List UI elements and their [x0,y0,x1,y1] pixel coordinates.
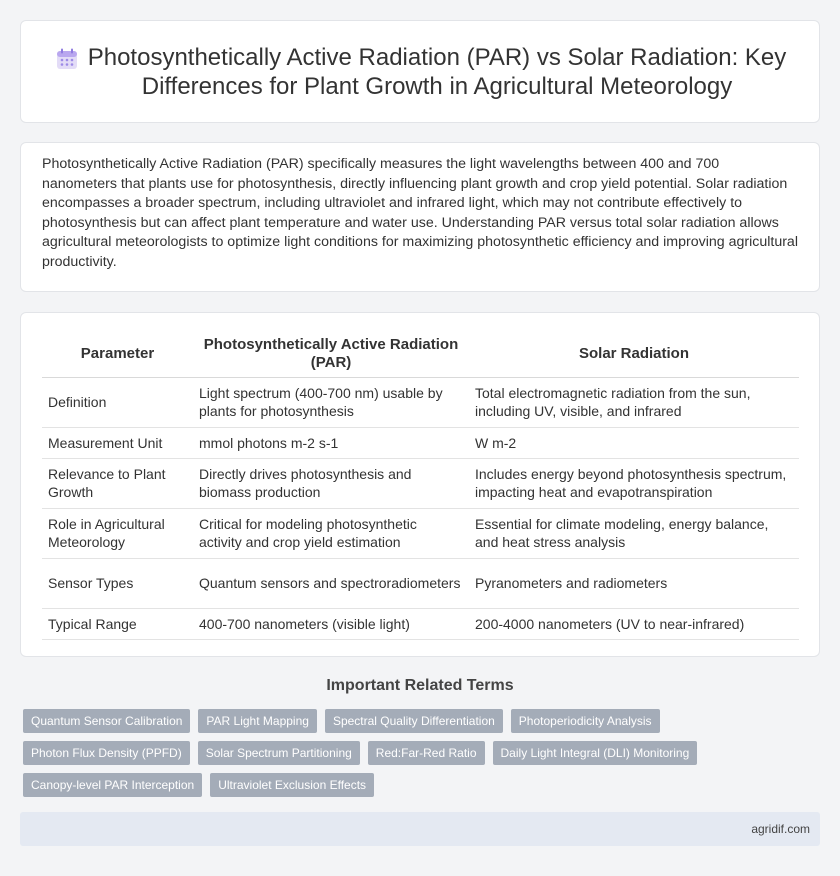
related-term-tag[interactable]: Spectral Quality Differentiation [325,709,503,733]
related-term-tag[interactable]: Red:Far-Red Ratio [368,741,485,765]
related-term-tag[interactable]: Quantum Sensor Calibration [23,709,190,733]
footer-site-link[interactable]: agridif.com [751,822,810,836]
table-row [42,508,799,558]
row-solar-value: Essential for climate modeling, energy balance, and heat stress analysis [469,508,799,558]
row-solar-value: Includes energy beyond photosynthesis spectrum, impacting heat and evapotranspiration [469,458,799,508]
comparison-table [42,331,799,640]
table-row [42,608,799,639]
row-solar-value: W m-2 [469,427,799,458]
header-par: Photosynthetically Active Radiation (PAR) [193,331,469,377]
row-par-value: Quantum sensors and spectroradiometers [193,558,469,608]
table-row [42,427,799,458]
row-parameter: Sensor Types [42,558,193,608]
row-parameter: Typical Range [42,608,193,639]
row-par-value: 400-700 nanometers (visible light) [193,608,469,639]
page-title: Photosynthetically Active Radiation (PAR) vs Solar Radiation: Key Differences for Plant Growth in Agricultural Meteorology [87,43,787,100]
intro-card [20,142,820,292]
related-terms-tags [23,709,823,805]
row-solar-value: 200-4000 nanometers (UV to near-infrared) [469,608,799,639]
related-term-tag[interactable]: Ultraviolet Exclusion Effects [210,773,374,797]
table-row [42,458,799,508]
related-term-tag[interactable]: Photon Flux Density (PPFD) [23,741,190,765]
row-parameter: Definition [42,377,193,427]
title-card [20,20,820,123]
row-solar-value: Pyranometers and radiometers [469,558,799,608]
row-parameter: Role in Agricultural Meteorology [42,508,193,558]
footer [20,812,820,846]
header-parameter: Parameter [42,331,193,377]
row-par-value: Light spectrum (400-700 nm) usable by plants for photosynthesis [193,377,469,427]
related-term-tag[interactable]: Canopy-level PAR Interception [23,773,202,797]
row-parameter: Measurement Unit [42,427,193,458]
table-header-row [42,331,799,377]
related-term-tag[interactable]: PAR Light Mapping [198,709,317,733]
row-par-value: mmol photons m-2 s-1 [193,427,469,458]
header-solar: Solar Radiation [469,331,799,377]
row-par-value: Directly drives photosynthesis and biomass production [193,458,469,508]
table-row [42,377,799,427]
row-par-value: Critical for modeling photosynthetic activity and crop yield estimation [193,508,469,558]
row-parameter: Relevance to Plant Growth [42,458,193,508]
related-term-tag[interactable]: Photoperiodicity Analysis [511,709,660,733]
comparison-table-card [20,312,820,657]
row-solar-value: Total electromagnetic radiation from the sun, including UV, visible, and infrared [469,377,799,427]
table-row [42,558,799,608]
related-term-tag[interactable]: Solar Spectrum Partitioning [198,741,360,765]
related-term-tag[interactable]: Daily Light Integral (DLI) Monitoring [493,741,698,765]
related-terms-title: Important Related Terms [326,677,514,694]
intro-paragraph: Photosynthetically Active Radiation (PAR) specifically measures the light wavelengths between 400 and 700 nanometers that plants use for photosynthesis, directly influencing plant growth and crop yield potential. Solar radiation encompasses a broader spectrum, including ultraviolet and infrared light, which may not contribute effectively to photosynthesis but can affect plant temperature and water use. Understanding PAR versus total solar radiation allows agricultural meteorologists to optimize light conditions for maximizing photosynthetic efficiency and improving agricultural productivity. [42,156,798,270]
